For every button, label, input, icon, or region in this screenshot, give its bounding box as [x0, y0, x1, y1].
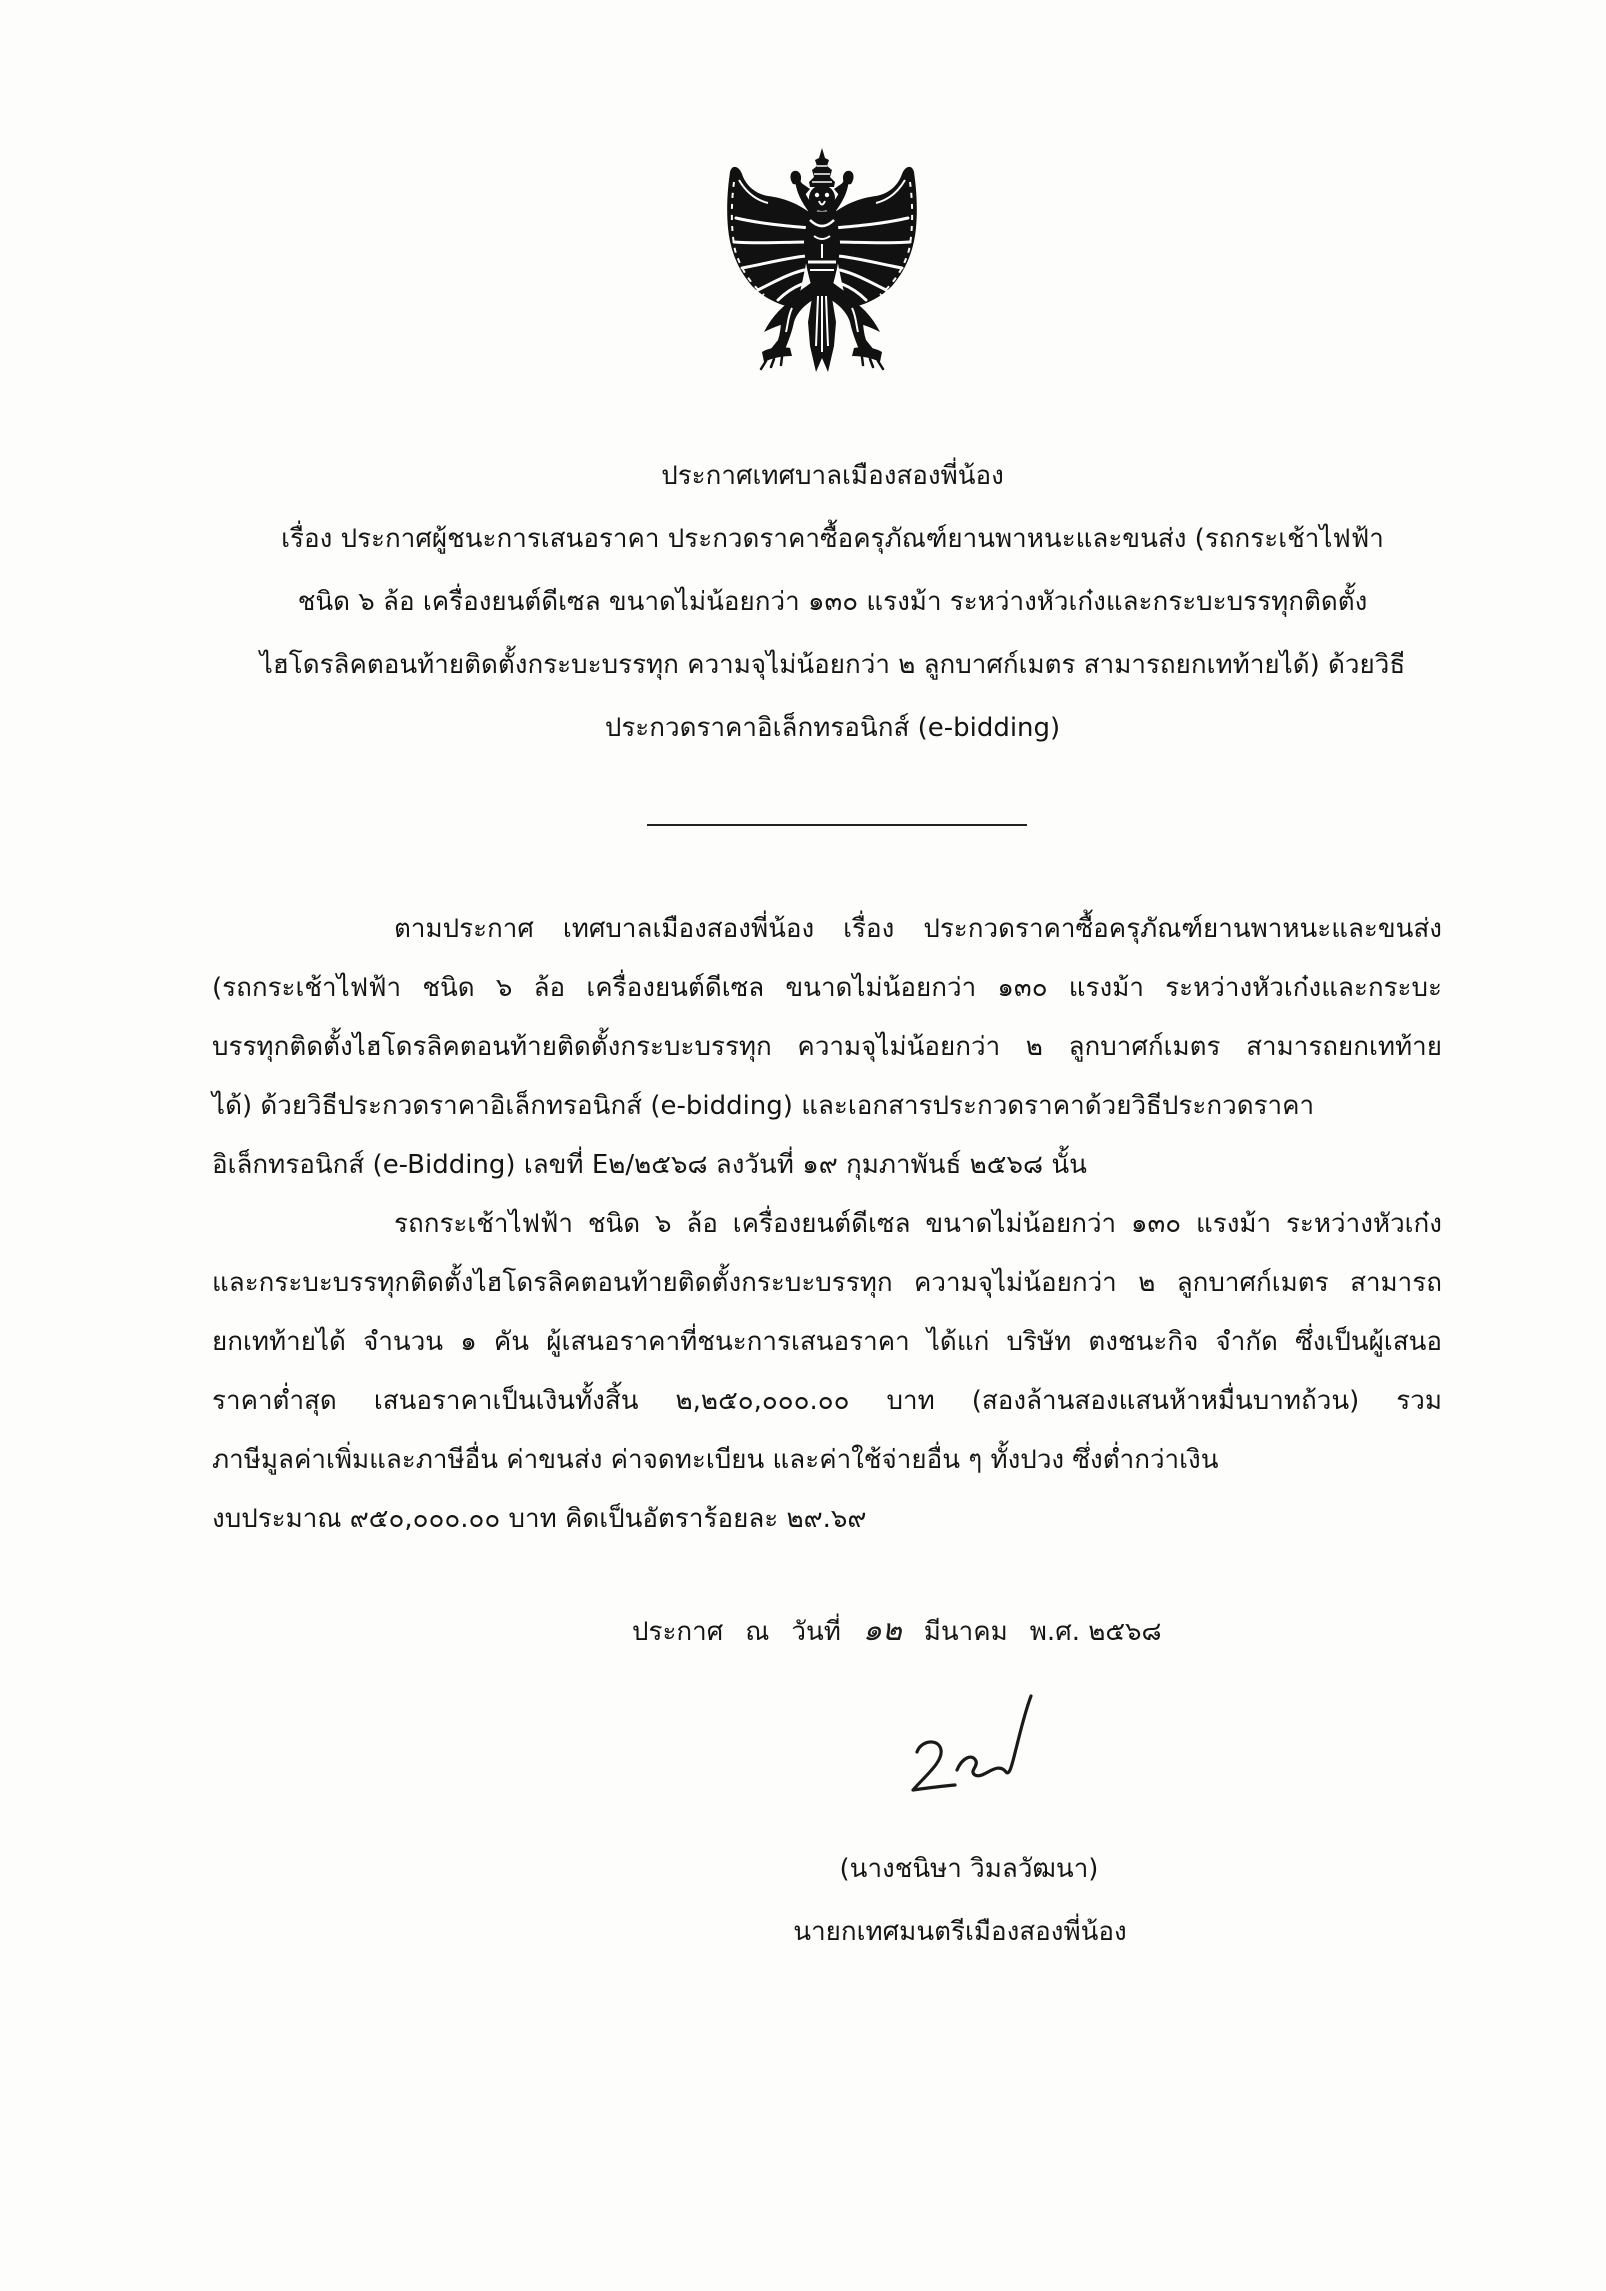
body-line: บรรทุกติดตั้งไฮโดรลิคตอนท้ายติดตั้งกระบะบรรทุก ความจุไม่น้อยกว่า ๒ ลูกบาศก์เมตร สามารถยกเทท้าย — [212, 1032, 1442, 1062]
body-line: ได้) ด้วยวิธีประกวดราคาอิเล็กทรอนิกส์ (e-bidding) และเอกสารประกวดราคาด้วยวิธีประกวดราคา — [212, 1091, 1315, 1121]
body-line: ตามประกาศ เทศบาลเมืองสองพี่น้อง เรื่อง ประกวดราคาซื้อครุภัณฑ์ยานพาหนะและขนส่ง — [394, 914, 1442, 944]
announcement-title — [212, 445, 1453, 760]
body-line: ยกเทท้ายได้ จำนวน ๑ คัน ผู้เสนอราคาที่ชนะการเสนอราคา ได้แก่ บริษัท ตงชนะกิจ จำกัด ซึ่งเป็นผู้เสนอ — [212, 1327, 1442, 1357]
date-era-year: พ.ศ. ๒๕๖๘ — [1029, 1617, 1162, 1647]
subject-line: ไฮโดรลิคตอนท้ายติดตั้งกระบะบรรทุก ความจุไม่น้อยกว่า ๒ ลูกบาศก์เมตร สามารถยกเทท้ายได้) ด้วยวิธี — [259, 650, 1406, 680]
body-line: (รถกระเช้าไฟฟ้า ชนิด ๖ ล้อ เครื่องยนต์ดีเซล ขนาดไม่น้อยกว่า ๑๓๐ แรงม้า ระหว่างหัวเก๋งและกระบะ — [212, 973, 1442, 1003]
garuda-tail — [808, 286, 836, 372]
garuda-head — [809, 185, 835, 211]
garuda-torso — [804, 210, 840, 288]
title-divider — [647, 824, 1027, 826]
paragraph-reference — [212, 900, 1442, 1195]
body-line: อิเล็กทรอนิกส์ (e-Bidding) เลขที่ E๒/๒๕๖๘ ลงวันที่ ๑๙ กุมภาพันธ์ ๒๕๖๘ นั้น — [212, 1150, 1087, 1180]
signature — [905, 1690, 1055, 1820]
announcement-date — [632, 1601, 1184, 1662]
body-line: และกระบะบรรทุกติดตั้งไฮโดรลิคตอนท้ายติดตั้งกระบะบรรทุก ความจุไม่น้อยกว่า ๒ ลูกบาศก์เมตร สามารถ — [212, 1268, 1442, 1298]
subject-line: ชนิด ๖ ล้อ เครื่องยนต์ดีเซล ขนาดไม่น้อยกว่า ๑๓๐ แรงม้า ระหว่างหัวเก๋งและกระบะบรรทุกติดตั้ง — [297, 587, 1368, 617]
body-line: รถกระเช้าไฟฟ้า ชนิด ๖ ล้อ เครื่องยนต์ดีเซล ขนาดไม่น้อยกว่า ๑๓๐ แรงม้า ระหว่างหัวเก๋ง — [394, 1209, 1442, 1239]
paragraph-winner — [212, 1195, 1442, 1549]
date-at: ณ — [745, 1617, 770, 1647]
date-day-handwritten: ๑๒ — [862, 1613, 902, 1648]
announcement-body — [212, 900, 1442, 1549]
garuda-right-wing — [824, 167, 917, 369]
garuda-left-wing — [727, 167, 820, 369]
date-day-label: วันที่ — [791, 1617, 841, 1647]
signatory-position: นายกเทศมนตรีเมืองสองพี่น้อง — [793, 1917, 1127, 1947]
subject-line: เรื่อง ประกาศผู้ชนะการเสนอราคา ประกวดราคาซื้อครุภัณฑ์ยานพาหนะและขนส่ง (รถกระเช้าไฟฟ้า — [281, 524, 1384, 554]
body-line: ราคาต่ำสุด เสนอราคาเป็นเงินทั้งสิ้น ๒,๒๕๐,๐๐๐.๐๐ บาท (สองล้านสองแสนห้าหมื่นบาทถ้วน) รวม — [212, 1386, 1442, 1416]
signatory-name: (นางชนิษา วิมลวัฒนา) — [839, 1854, 1099, 1884]
issuer-title: ประกาศเทศบาลเมืองสองพี่น้อง — [661, 461, 1004, 491]
date-month: มีนาคม — [923, 1617, 1008, 1647]
body-line: ภาษีมูลค่าเพิ่มและภาษีอื่น ค่าขนส่ง ค่าจดทะเบียน และค่าใช้จ่ายอื่น ๆ ทั้งปวง ซึ่งต่ำกว่าเงิน — [212, 1445, 1219, 1475]
subject-line: ประกวดราคาอิเล็กทรอนิกส์ (e-bidding) — [604, 713, 1061, 743]
garuda-emblem — [722, 146, 922, 376]
body-line: งบประมาณ ๙๕๐,๐๐๐.๐๐ บาท คิดเป็นอัตราร้อยละ ๒๙.๖๙ — [212, 1504, 867, 1534]
garuda-crown — [809, 148, 835, 187]
date-prefix: ประกาศ — [632, 1617, 724, 1647]
